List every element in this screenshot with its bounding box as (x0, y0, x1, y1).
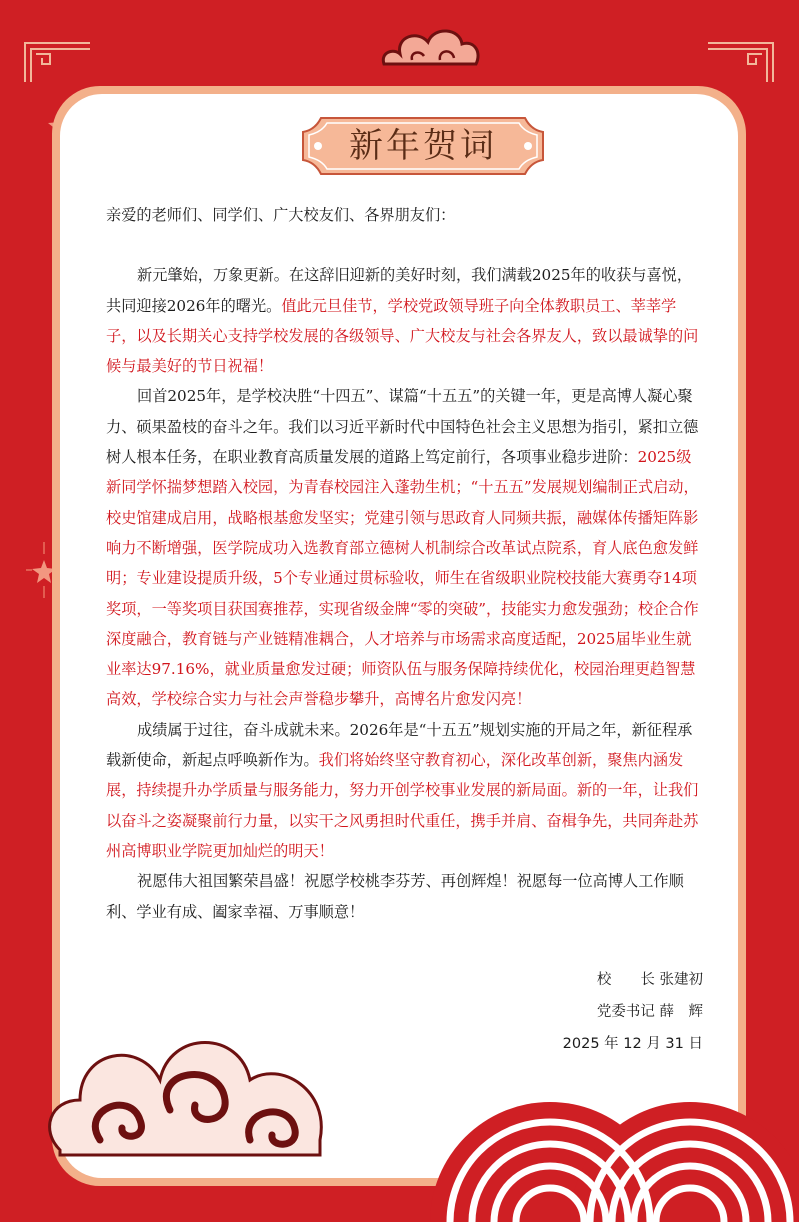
signature-secretary: 党委书记 薛 辉 (596, 1004, 703, 1020)
paragraph-4-plain: 祝愿伟大祖国繁荣昌盛！祝愿学校桃李芬芳、再创辉煌！祝愿每一位高博人工作顺利、学业有成、阖家幸福、万事顺意！ (106, 872, 684, 921)
paragraph-1-highlight: 值此元旦佳节，学校党政领导班子向全体教职员工、莘莘学子，以及长期关心支持学校发展的各级领导、广大校友与社会各界友人，致以最诚挚的问候与最美好的节日祝福！ (106, 296, 699, 376)
paragraph-2-highlight: 2025级新同学怀揣梦想踏入校园，为青春校园注入蓬勃生机；“十五五”发展规划编制正式启动，校史馆建成启用，战略根基愈发坚实；党建引领与思政育人同频共振，融媒体传播矩阵影响力不断增强，医学院成功入选教育部立德树人机制综合改革试点院系，育人底色愈发鲜明；专业建设提质升级，5个专业通过贯标验收，师生在省级职业院校技能大赛勇夺14项奖项，一等奖项目获国赛推荐，实现省级金牌“零的突破”，技能实力愈发强劲；校企合作深度融合，教育链与产业链精准耦合，人才培养与市场需求高度适配，2025届毕业生就业率达97.16%，就业质量愈发过硬；师资队伍与服务保障持续优化，校园治理更趋智慧高效，学校综合实力与社会声誉稳步攀升，高博名片愈发闪亮！ (106, 448, 699, 709)
paragraph-3 (106, 715, 704, 866)
signature-date: 2025 年 12 月 31 日 (562, 1036, 703, 1052)
corner-ornament-left-icon (22, 40, 92, 84)
paragraph-3-highlight: 我们将始终坚守教育初心，深化改革创新，聚焦内涵发展，持续提升办学质量与服务能力，努力开创学校事业发展的新局面。新的一年，让我们以奋斗之姿凝聚前行力量，以实干之风勇担时代重任，携手并肩、奋楫争先，共同奔赴苏州高博职业学院更加灿烂的明天！ (106, 751, 699, 860)
corner-ornament-right-icon (706, 40, 776, 84)
bottom-left-clouds-icon (40, 990, 340, 1160)
paragraph-1 (106, 260, 704, 381)
paragraph-4 (106, 866, 704, 927)
paragraph-2 (106, 381, 704, 714)
bottom-right-waves-icon (430, 1070, 799, 1222)
paragraph-2-plain: 回首2025年，是学校决胜“十四五”、谋篇“十五五”的关键一年，更是高博人凝心聚力、硕果盈枝的奋斗之年。我们以习近平新时代中国特色社会主义思想为指引，紧扣立德树人根本任务，在职业教育高质量发展的道路上笃定前行，各项事业稳步进阶： (106, 387, 699, 467)
page-title: 新年贺词 (349, 126, 497, 166)
greeting: 亲爱的老师们、同学们、广大校友们、各界朋友们： (106, 206, 456, 224)
paragraph-1-plain: 新元肇始，万象更新。在这辞旧迎新的美好时刻，我们满载2025年的收获与喜悦，共同迎接2026年的曙光。 (106, 266, 693, 315)
letter-body (106, 200, 704, 927)
paragraph-3-plain: 成绩属于过往，奋斗成就未来。2026年是“十五五”规划实施的开局之年，新征程承载新使命，新起点呼唤新作为。 (106, 720, 693, 770)
top-cloud-icon (378, 22, 484, 70)
signature-president: 校 长 张建初 (596, 972, 703, 988)
